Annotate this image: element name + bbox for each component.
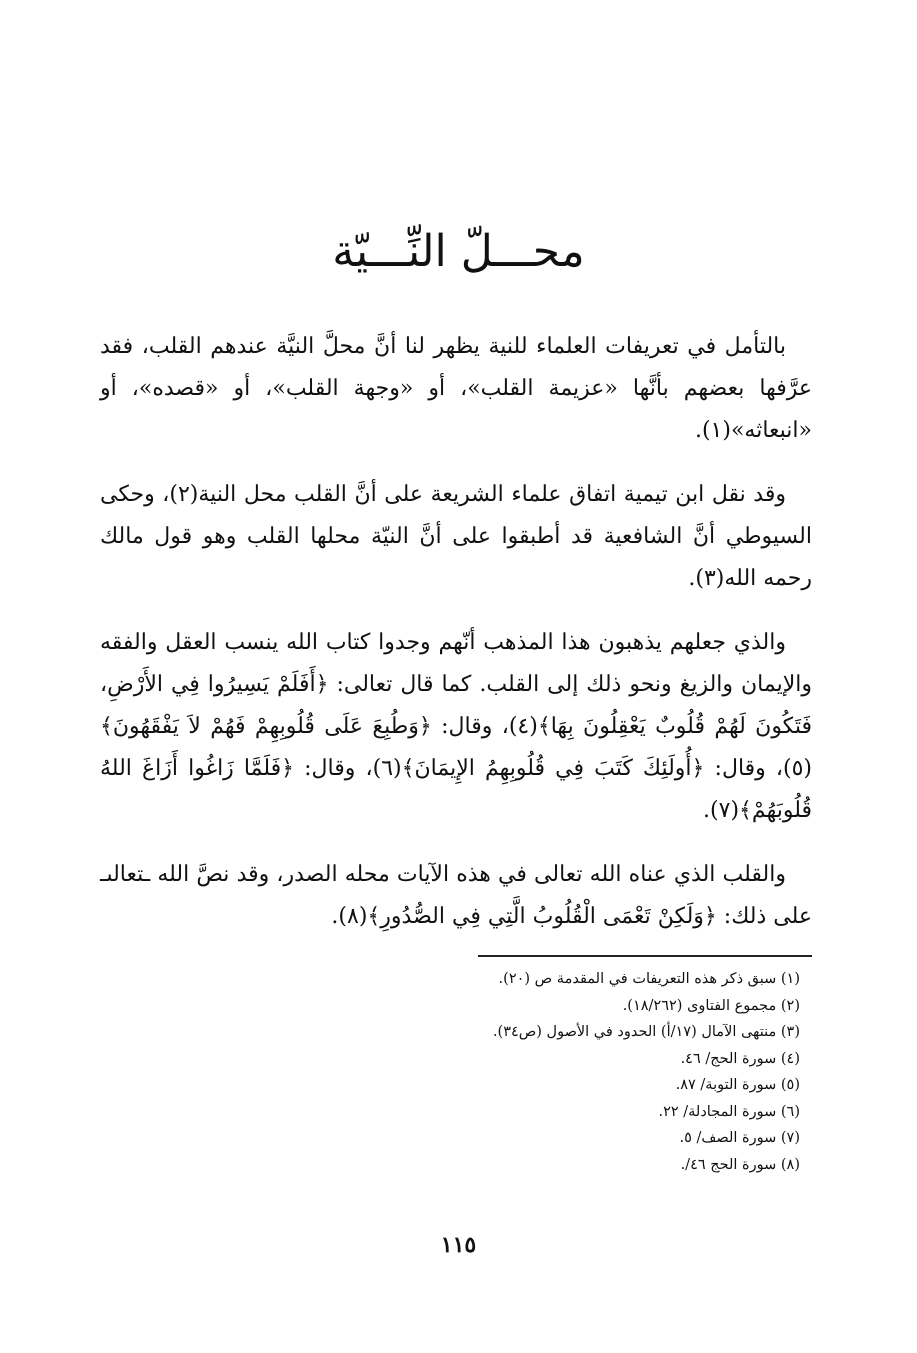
footnotes xyxy=(380,966,800,1178)
footnote-3: (٣) منتهى الآمال (١٧/أ) الحدود في الأصول (ص٣٤). xyxy=(492,1024,800,1040)
chapter-title: محـــلّ النِّـــيّة xyxy=(332,226,585,277)
footnote-2: (٢) مجموع الفتاوى (١٨/٢٦٢). xyxy=(622,997,800,1014)
footnote-4: (٤) سورة الحج/ ٤٦. xyxy=(680,1050,800,1067)
paragraph-3: والذي جعلهم يذهبون هذا المذهب أنّهم وجدوا كتاب الله ينسب العقل والفقه والإيمان والزيغ ونحو ذلك إلى القلب. كما قال تعالى: ﴿أَفَلَمْ يَسِيرُوا فِي الأَرْضِ، فَتَكُونَ لَهُمْ قُلُوبٌ يَعْقِلُونَ بِهَا﴾(٤)، وقال: ﴿وَطُبِعَ عَلَى قُلُوبِهِمْ فَهُمْ لاَ يَفْقَهُونَ﴾(٥)، وقال: ﴿أُولَئِكَ كَتَبَ فِي قُلُوبِهِمُ الإِيمَانَ﴾(٦)، وقال: ﴿فَلَمَّا زَاغُوا أَزَاغَ اللهُ قُلُوبَهُمْ﴾(٧). xyxy=(100,630,813,823)
paragraph-2: وقد نقل ابن تيمية اتفاق علماء الشريعة على أنَّ القلب محل النية(٢)، وحكى السيوطي أنَّ الشافعية قد أطبقوا على أنَّ النيّة محلها القلب وهو قول مالك رحمه الله(٣). xyxy=(100,482,812,591)
paragraph-1: بالتأمل في تعريفات العلماء للنية يظهر لنا أنَّ محلَّ النيَّة عندهم القلب، فقد عرَّفها بعضهم بأنَّها «عزيمة القلب»، أو «وجهة القلب»، أو «قصده»، أو «انبعاثه»(١). xyxy=(100,334,812,443)
footnote-7: (٧) سورة الصف/ ٥. xyxy=(679,1130,800,1146)
footnote-5: (٥) سورة التوبة/ ٨٧. xyxy=(675,1077,800,1093)
paragraph-4: والقلب الذي عناه الله تعالى في هذه الآيات محله الصدر، وقد نصَّ الله ـتعالىـ على ذلك: ﴿وَلَكِنْ تَعْمَى الْقُلُوبُ الَّتِي فِي الصُّدُورِ﴾(٨). xyxy=(100,862,812,929)
footnote-6: (٦) سورة المجادلة/ ٢٢. xyxy=(658,1103,800,1120)
page-number: ١١٥ xyxy=(440,1232,477,1258)
footnote-1: (١) سبق ذكر هذه التعريفات في المقدمة ص (٢٠). xyxy=(498,971,800,987)
body-text xyxy=(100,326,812,938)
footnote-8: (٨) سورة الحج ٤٦/. xyxy=(680,1156,800,1173)
footnote-separator xyxy=(478,955,812,957)
